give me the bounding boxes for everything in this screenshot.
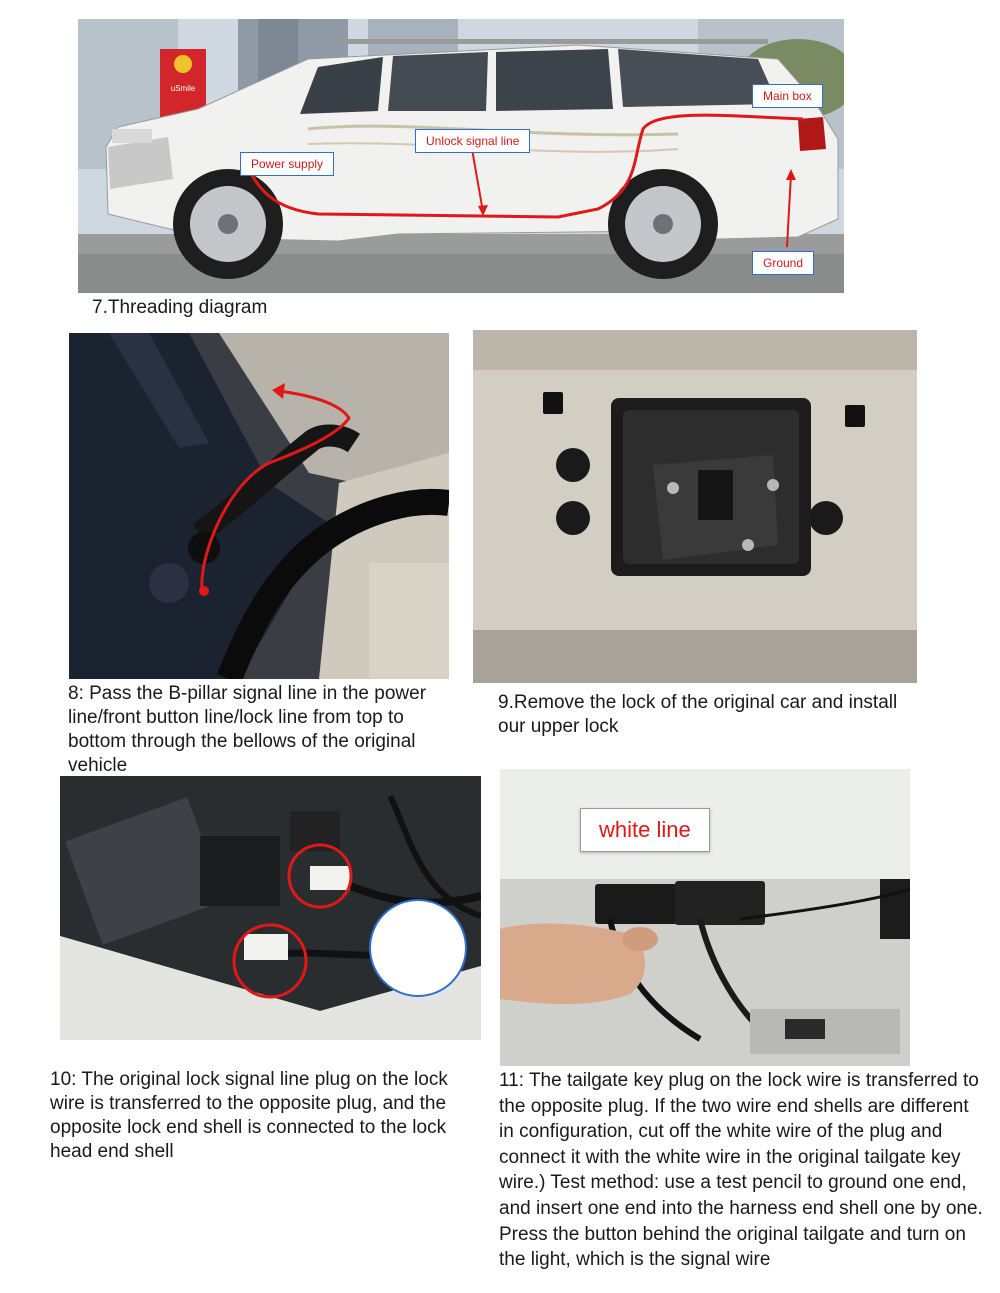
b-pillar-photo [69,333,449,679]
car-illustration [78,19,844,293]
power-supply-label: Power supply [240,152,334,176]
main-box-label: Main box [752,84,823,108]
figure7-caption: 7.Threading diagram [92,297,268,318]
figure9-caption: 9.Remove the lock of the original car and install our upper lock [498,692,898,737]
sign-text: uSmile [170,84,196,93]
car-threading-photo [78,19,844,293]
unlock-signal-line-label: Unlock signal line [415,129,530,153]
ground-label: Ground [752,251,814,275]
figure11-caption: 11: The tailgate key plug on the lock wire is transferred to the opposite plug. If the two wire end shells are different in configuration, cut off the white wire of the plug and connect it with the white wire in the original tailgate key wire.) Test method: use a test pencil to ground one end, and insert one end into the harness end shell one by one. Press the button behind the original tailgate and turn on the light, which is the signal wire [499,1070,983,1271]
tailgate-lock-photo [473,330,917,683]
lock-signal-plug-photo [60,776,481,1040]
blank-callout-circle [370,900,466,996]
figure10-caption: 10: The original lock signal line plug on the lock wire is transferred to the opposite plug, and the opposite lock end shell is connected to the lock head end shell [50,1069,448,1162]
white-line-label: white line [580,808,710,852]
figure8-caption: 8: Pass the B-pillar signal line in the power line/front button line/lock line from top to bottom through the bellows of the original vehicle [68,683,427,776]
